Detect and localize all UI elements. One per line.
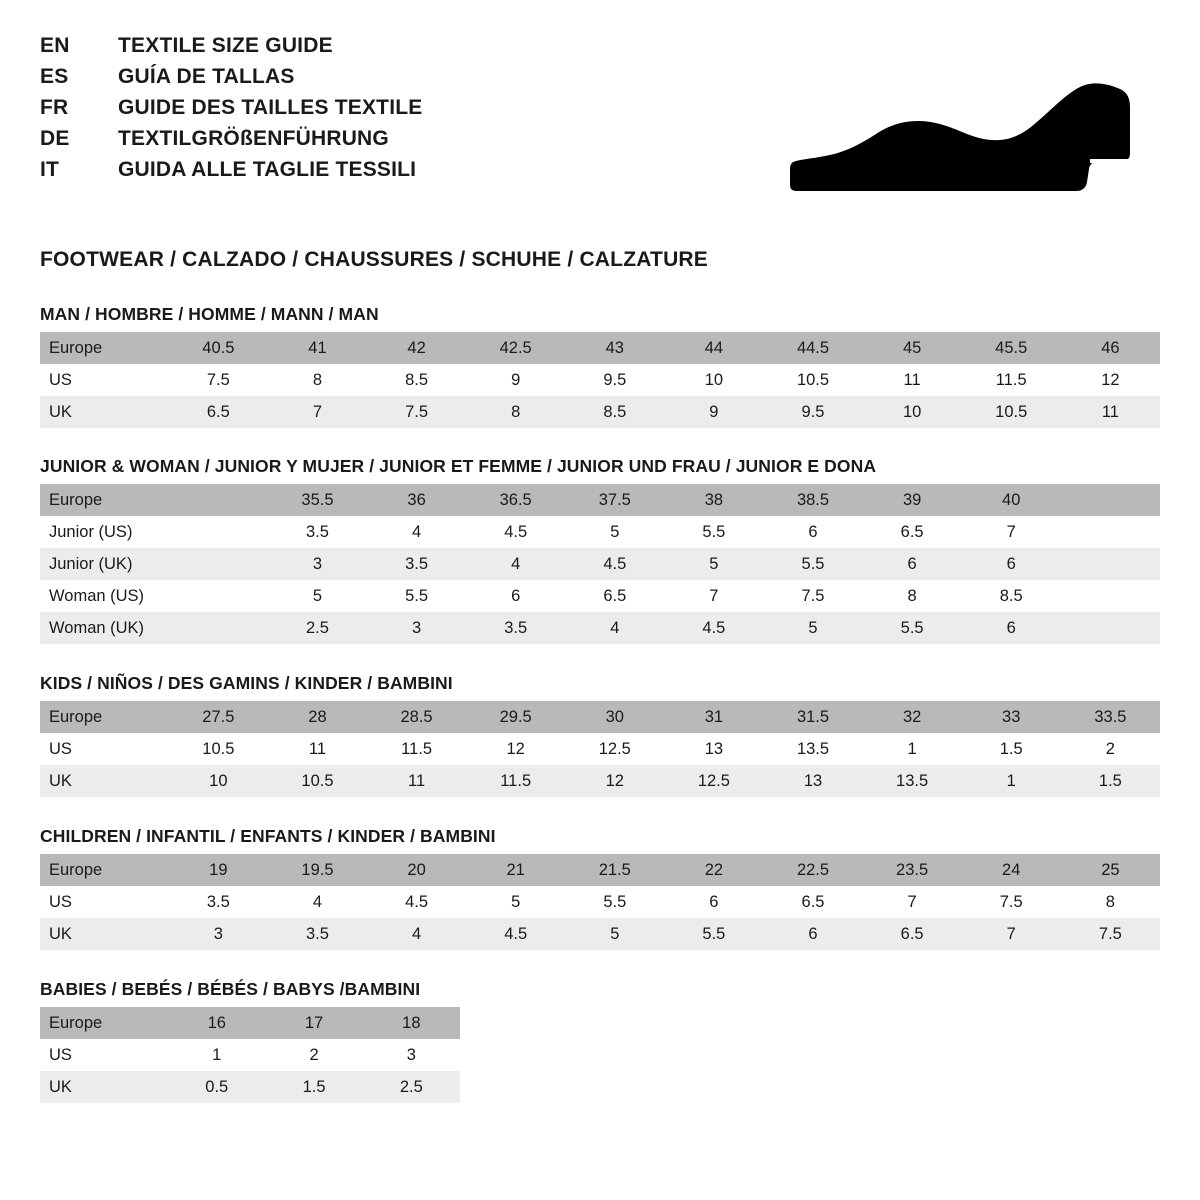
row-label: US (40, 1039, 168, 1071)
cell: 13.5 (863, 765, 962, 797)
cell: 44.5 (763, 332, 862, 364)
cell: 12.5 (565, 733, 664, 765)
cell: 45 (863, 332, 962, 364)
cell: 1.5 (962, 733, 1061, 765)
size-table-babies (40, 1007, 460, 1103)
cell: 5.5 (863, 612, 962, 644)
cell: 1 (962, 765, 1061, 797)
language-title: TEXTILGRÖßENFÜHRUNG (118, 127, 389, 150)
cell: 4.5 (565, 548, 664, 580)
language-row (40, 34, 422, 65)
cell: 6 (664, 886, 763, 918)
cell: 3.5 (268, 918, 367, 950)
cell: 12 (565, 765, 664, 797)
cell: 6 (763, 516, 862, 548)
cell: 8.5 (962, 580, 1061, 612)
size-table-junior-woman (40, 484, 1160, 644)
section-man (40, 304, 1160, 428)
cell: 38.5 (763, 484, 862, 516)
cell: 23.5 (863, 854, 962, 886)
language-row (40, 127, 422, 158)
cell: 8 (1061, 886, 1160, 918)
row-label: UK (40, 396, 169, 428)
cell: 32 (863, 701, 962, 733)
row-label: Europe (40, 854, 169, 886)
cell: 5 (664, 548, 763, 580)
page-header (40, 34, 1160, 222)
row-label: Europe (40, 332, 169, 364)
table-row (40, 516, 1160, 548)
cell: 42 (367, 332, 466, 364)
cell: 7 (962, 918, 1061, 950)
cell: 6.5 (863, 918, 962, 950)
cell: 11 (863, 364, 962, 396)
section-title: MAN / HOMBRE / HOMME / MANN / MAN (40, 304, 379, 324)
cell: 4 (367, 516, 466, 548)
cell: 5 (466, 886, 565, 918)
cell: 9 (466, 364, 565, 396)
cell: 20 (367, 854, 466, 886)
language-row (40, 65, 422, 96)
cell: 1 (168, 1039, 265, 1071)
cell: 44 (664, 332, 763, 364)
cell: 36.5 (466, 484, 565, 516)
row-label: Europe (40, 1007, 168, 1039)
cell: 12 (466, 733, 565, 765)
cell: 21 (466, 854, 565, 886)
cell: 5 (565, 918, 664, 950)
cell: 5.5 (664, 918, 763, 950)
cell: 5.5 (565, 886, 664, 918)
cell: 5 (565, 516, 664, 548)
cell: 6.5 (763, 886, 862, 918)
table-row (40, 364, 1160, 396)
row-label: Woman (UK) (40, 612, 169, 644)
cell: 3.5 (367, 548, 466, 580)
cell: 8 (466, 396, 565, 428)
cell: 7 (863, 886, 962, 918)
cell: 9.5 (565, 364, 664, 396)
cell: 3 (367, 612, 466, 644)
section-junior-woman (40, 456, 1160, 644)
cell: 4.5 (367, 886, 466, 918)
cell: 6 (962, 548, 1061, 580)
cell: 1 (863, 733, 962, 765)
cell (1061, 548, 1160, 580)
cell: 3.5 (169, 886, 268, 918)
language-code: FR (40, 96, 69, 119)
cell: 8.5 (367, 364, 466, 396)
row-label: US (40, 886, 169, 918)
section-title: CHILDREN / INFANTIL / ENFANTS / KINDER / BAMBINI (40, 826, 496, 846)
cell: 5.5 (367, 580, 466, 612)
cell: 7.5 (962, 886, 1061, 918)
cell: 7.5 (169, 364, 268, 396)
row-label: US (40, 364, 169, 396)
section-title: BABIES / BEBÉS / BÉBÉS / BABYS /BAMBINI (40, 979, 421, 999)
cell: 45.5 (962, 332, 1061, 364)
table-row (40, 701, 1160, 733)
cell: 0.5 (168, 1071, 265, 1103)
cell: 13 (664, 733, 763, 765)
cell: 43 (565, 332, 664, 364)
cell: 6 (863, 548, 962, 580)
cell: 11.5 (962, 364, 1061, 396)
cell: 6 (466, 580, 565, 612)
table-row (40, 1039, 460, 1071)
cell: 27.5 (169, 701, 268, 733)
language-title: GUÍA DE TALLAS (118, 65, 295, 88)
cell: 24 (962, 854, 1061, 886)
table-row (40, 1071, 460, 1103)
cell: 7.5 (1061, 918, 1160, 950)
cell: 28.5 (367, 701, 466, 733)
cell (1061, 484, 1160, 516)
cell: 5.5 (664, 516, 763, 548)
language-title-list (40, 34, 422, 189)
cell (169, 612, 268, 644)
cell: 13 (763, 765, 862, 797)
cell (169, 580, 268, 612)
cell: 40.5 (169, 332, 268, 364)
size-table-man (40, 332, 1160, 428)
section-title: JUNIOR & WOMAN / JUNIOR Y MUJER / JUNIOR ET FEMME / JUNIOR UND FRAU / JUNIOR E DONA (40, 456, 877, 476)
cell: 31 (664, 701, 763, 733)
table-row (40, 612, 1160, 644)
language-title: TEXTILE SIZE GUIDE (118, 34, 333, 57)
cell: 17 (265, 1007, 362, 1039)
cell: 13.5 (763, 733, 862, 765)
language-row (40, 158, 422, 189)
cell: 16 (168, 1007, 265, 1039)
cell: 7.5 (367, 396, 466, 428)
cell: 2 (1061, 733, 1160, 765)
cell: 41 (268, 332, 367, 364)
cell: 3 (363, 1039, 460, 1071)
table-row (40, 580, 1160, 612)
cell: 10 (863, 396, 962, 428)
table-row (40, 918, 1160, 950)
row-label: UK (40, 1071, 168, 1103)
cell: 8 (268, 364, 367, 396)
table-row (40, 886, 1160, 918)
cell: 3 (169, 918, 268, 950)
language-row (40, 96, 422, 127)
cell (1061, 580, 1160, 612)
cell: 19.5 (268, 854, 367, 886)
cell (169, 516, 268, 548)
language-code: EN (40, 34, 70, 57)
cell: 22 (664, 854, 763, 886)
table-row (40, 548, 1160, 580)
cell: 1.5 (265, 1071, 362, 1103)
table-row (40, 332, 1160, 364)
table-row (40, 1007, 460, 1039)
cell: 38 (664, 484, 763, 516)
cell: 3.5 (268, 516, 367, 548)
cell: 8.5 (565, 396, 664, 428)
cell: 36 (367, 484, 466, 516)
cell: 11 (1061, 396, 1160, 428)
row-label: UK (40, 765, 169, 797)
cell: 40 (962, 484, 1061, 516)
cell: 11 (367, 765, 466, 797)
dress-shoe-icon (780, 62, 1140, 222)
language-code: DE (40, 127, 70, 150)
category-title: FOOTWEAR / CALZADO / CHAUSSURES / SCHUHE / CALZATURE (40, 248, 709, 271)
table-row (40, 396, 1160, 428)
cell: 30 (565, 701, 664, 733)
cell: 4.5 (664, 612, 763, 644)
cell: 11 (268, 733, 367, 765)
cell: 10.5 (169, 733, 268, 765)
section-children (40, 826, 1160, 950)
cell: 10 (664, 364, 763, 396)
cell: 10.5 (763, 364, 862, 396)
cell: 42.5 (466, 332, 565, 364)
section-title: KIDS / NIÑOS / DES GAMINS / KINDER / BAMBINI (40, 673, 453, 693)
cell: 7.5 (763, 580, 862, 612)
language-title: GUIDA ALLE TAGLIE TESSILI (118, 158, 417, 181)
row-label: UK (40, 918, 169, 950)
cell: 19 (169, 854, 268, 886)
cell: 4.5 (466, 516, 565, 548)
cell: 6.5 (565, 580, 664, 612)
table-row (40, 854, 1160, 886)
row-label: Woman (US) (40, 580, 169, 612)
cell: 10 (169, 765, 268, 797)
table-row (40, 484, 1160, 516)
cell: 9.5 (763, 396, 862, 428)
row-label: Europe (40, 484, 169, 516)
cell: 6.5 (863, 516, 962, 548)
cell: 2.5 (268, 612, 367, 644)
cell: 7 (664, 580, 763, 612)
cell: 11.5 (466, 765, 565, 797)
cell: 3.5 (466, 612, 565, 644)
cell: 5.5 (763, 548, 862, 580)
cell (1061, 516, 1160, 548)
cell: 4 (565, 612, 664, 644)
row-label: Europe (40, 701, 169, 733)
section-babies (40, 979, 1160, 1103)
cell: 2.5 (363, 1071, 460, 1103)
section-kids (40, 673, 1160, 797)
cell: 25 (1061, 854, 1160, 886)
cell: 10.5 (962, 396, 1061, 428)
cell: 6 (763, 918, 862, 950)
cell: 12 (1061, 364, 1160, 396)
cell: 37.5 (565, 484, 664, 516)
cell: 8 (863, 580, 962, 612)
row-label: Junior (US) (40, 516, 169, 548)
cell: 5 (268, 580, 367, 612)
cell: 10.5 (268, 765, 367, 797)
cell: 7 (962, 516, 1061, 548)
cell: 11.5 (367, 733, 466, 765)
cell: 4 (367, 918, 466, 950)
language-title: GUIDE DES TAILLES TEXTILE (118, 96, 423, 119)
cell: 21.5 (565, 854, 664, 886)
row-label: US (40, 733, 169, 765)
cell: 7 (268, 396, 367, 428)
cell: 46 (1061, 332, 1160, 364)
cell: 5 (763, 612, 862, 644)
cell: 33.5 (1061, 701, 1160, 733)
cell: 9 (664, 396, 763, 428)
cell: 3 (268, 548, 367, 580)
cell: 6.5 (169, 396, 268, 428)
size-table-kids (40, 701, 1160, 797)
size-table-children (40, 854, 1160, 950)
cell: 1.5 (1061, 765, 1160, 797)
cell: 18 (363, 1007, 460, 1039)
cell: 31.5 (763, 701, 862, 733)
cell (169, 484, 268, 516)
cell: 29.5 (466, 701, 565, 733)
cell (169, 548, 268, 580)
cell: 22.5 (763, 854, 862, 886)
table-row (40, 765, 1160, 797)
language-code: IT (40, 158, 60, 181)
cell: 6 (962, 612, 1061, 644)
language-code: ES (40, 65, 69, 88)
cell: 33 (962, 701, 1061, 733)
row-label: Junior (UK) (40, 548, 169, 580)
table-row (40, 733, 1160, 765)
cell: 12.5 (664, 765, 763, 797)
cell: 39 (863, 484, 962, 516)
cell: 4 (268, 886, 367, 918)
cell (1061, 612, 1160, 644)
cell: 4 (466, 548, 565, 580)
cell: 28 (268, 701, 367, 733)
cell: 4.5 (466, 918, 565, 950)
cell: 35.5 (268, 484, 367, 516)
cell: 2 (265, 1039, 362, 1071)
